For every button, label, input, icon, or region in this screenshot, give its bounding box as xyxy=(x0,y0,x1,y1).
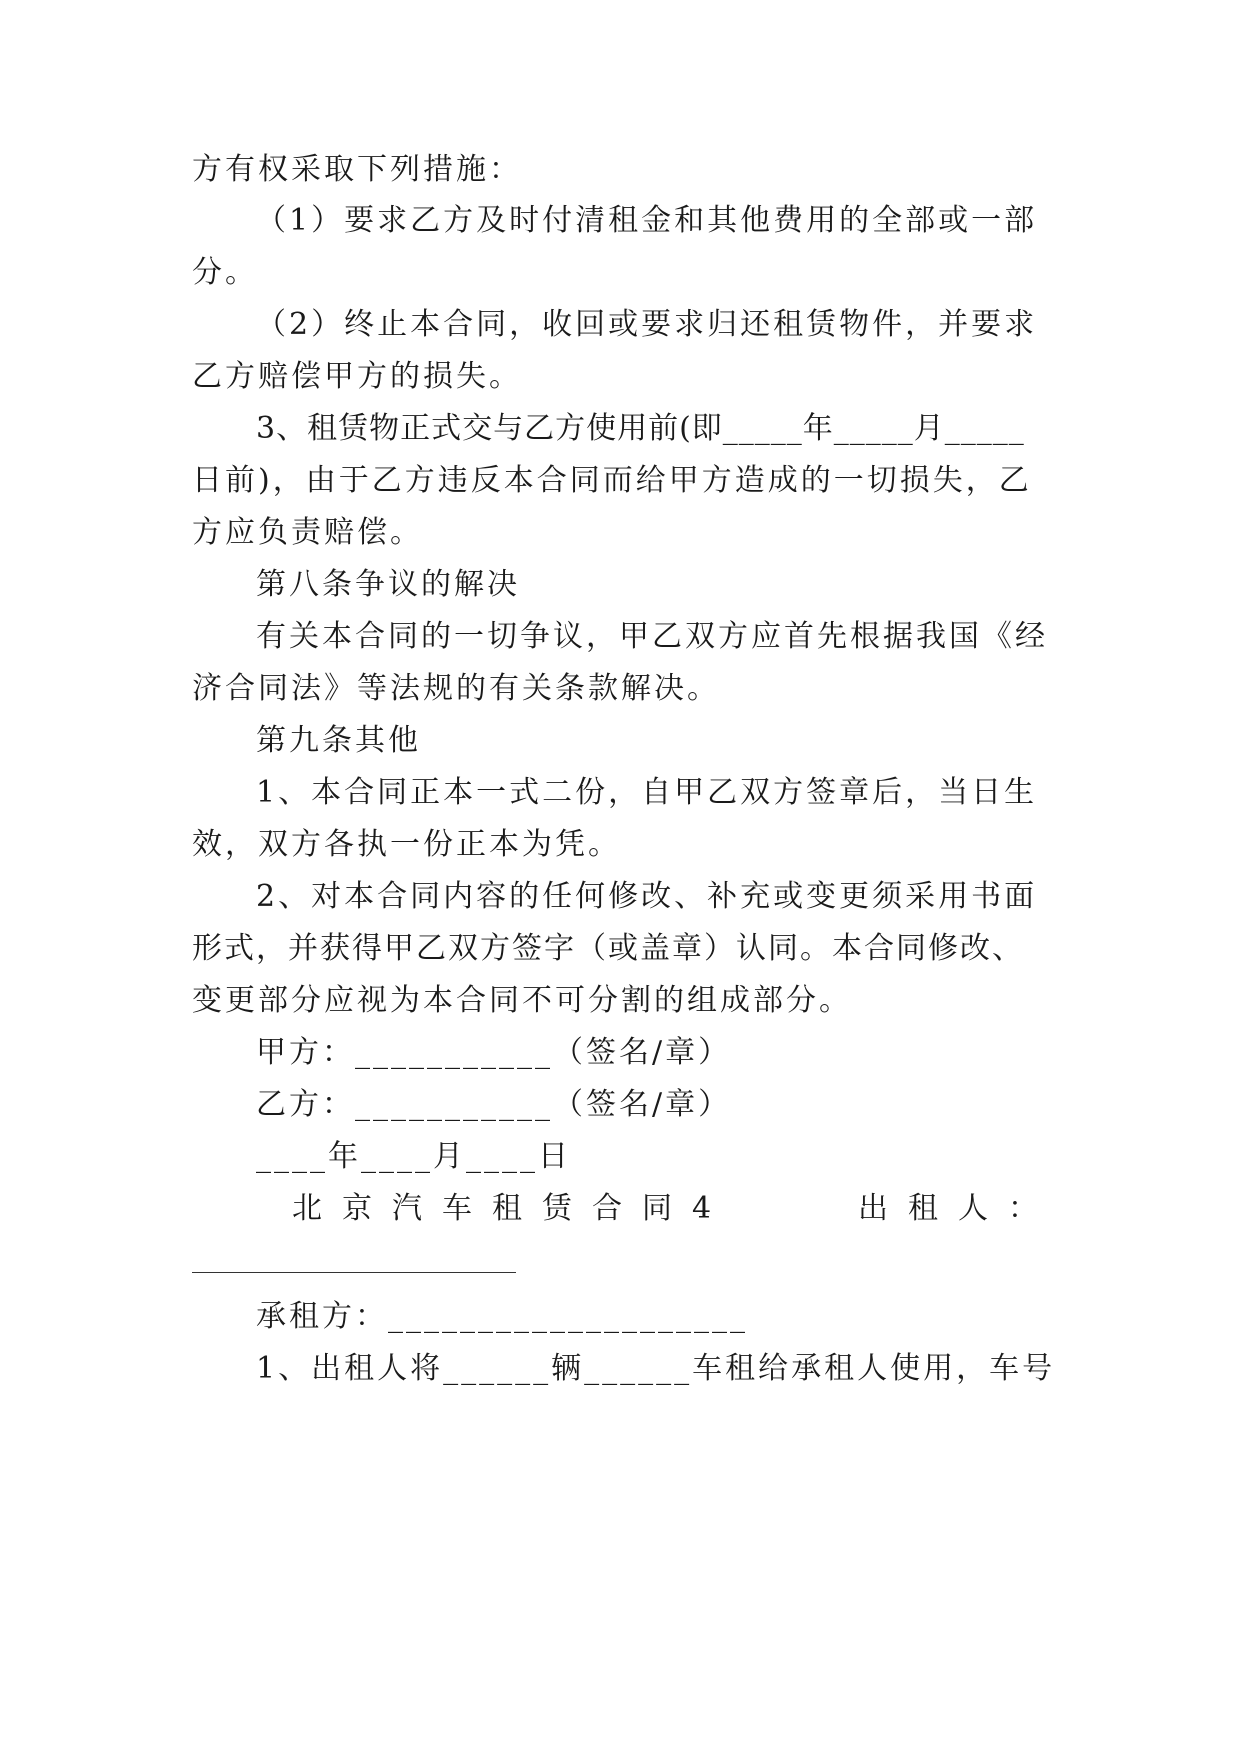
text-line: 2、对本合同内容的任何修改、补充或变更须采用书面 xyxy=(256,879,1038,914)
text-line: 济合同法》等法规的有关条款解决。 xyxy=(192,671,720,706)
text-line: 3、租赁物正式交与乙方使用前(即_____年_____月_____ xyxy=(256,411,1025,446)
signature-party-b: 乙方：___________（签名/章） xyxy=(256,1087,732,1122)
text-line: 日前)，由于乙方违反本合同而给甲方造成的一切损失，乙 xyxy=(192,463,1032,498)
text-line: 乙方赔偿甲方的损失。 xyxy=(192,359,522,394)
text-line: 变更部分应视为本合同不可分割的组成部分。 xyxy=(192,983,852,1018)
text-line: 形式，并获得甲乙双方签字（或盖章）认同。本合同修改、 xyxy=(192,931,1024,966)
contract-title: 北京汽车租赁合同4 xyxy=(292,1191,732,1226)
text-line: 方应负责赔偿。 xyxy=(192,515,423,550)
lessor-blank-line xyxy=(192,1272,516,1273)
text-line: 效，双方各执一份正本为凭。 xyxy=(192,827,621,862)
signature-date: ____年____月____日 xyxy=(256,1139,571,1174)
section-heading: 第九条其他 xyxy=(256,723,421,758)
text-line: 有关本合同的一切争议，甲乙双方应首先根据我国《经 xyxy=(256,619,1048,654)
text-line: 1、出租人将______辆______车租给承租人使用，车号 xyxy=(256,1351,1056,1386)
text-line: （2）终止本合同，收回或要求归还租赁物件，并要求 xyxy=(256,307,1038,342)
lessee-line: 承租方：____________________ xyxy=(256,1299,748,1334)
text-line: 分。 xyxy=(192,255,258,290)
signature-party-a: 甲方：___________（签名/章） xyxy=(256,1035,732,1070)
text-line: （1）要求乙方及时付清租金和其他费用的全部或一部 xyxy=(256,203,1038,238)
text-line: 1、本合同正本一式二份，自甲乙双方签章后，当日生 xyxy=(256,775,1038,810)
lessor-label: 出租人： xyxy=(858,1191,1058,1226)
text-line: 方有权采取下列措施： xyxy=(192,152,522,187)
section-heading: 第八条争议的解决 xyxy=(256,567,520,602)
